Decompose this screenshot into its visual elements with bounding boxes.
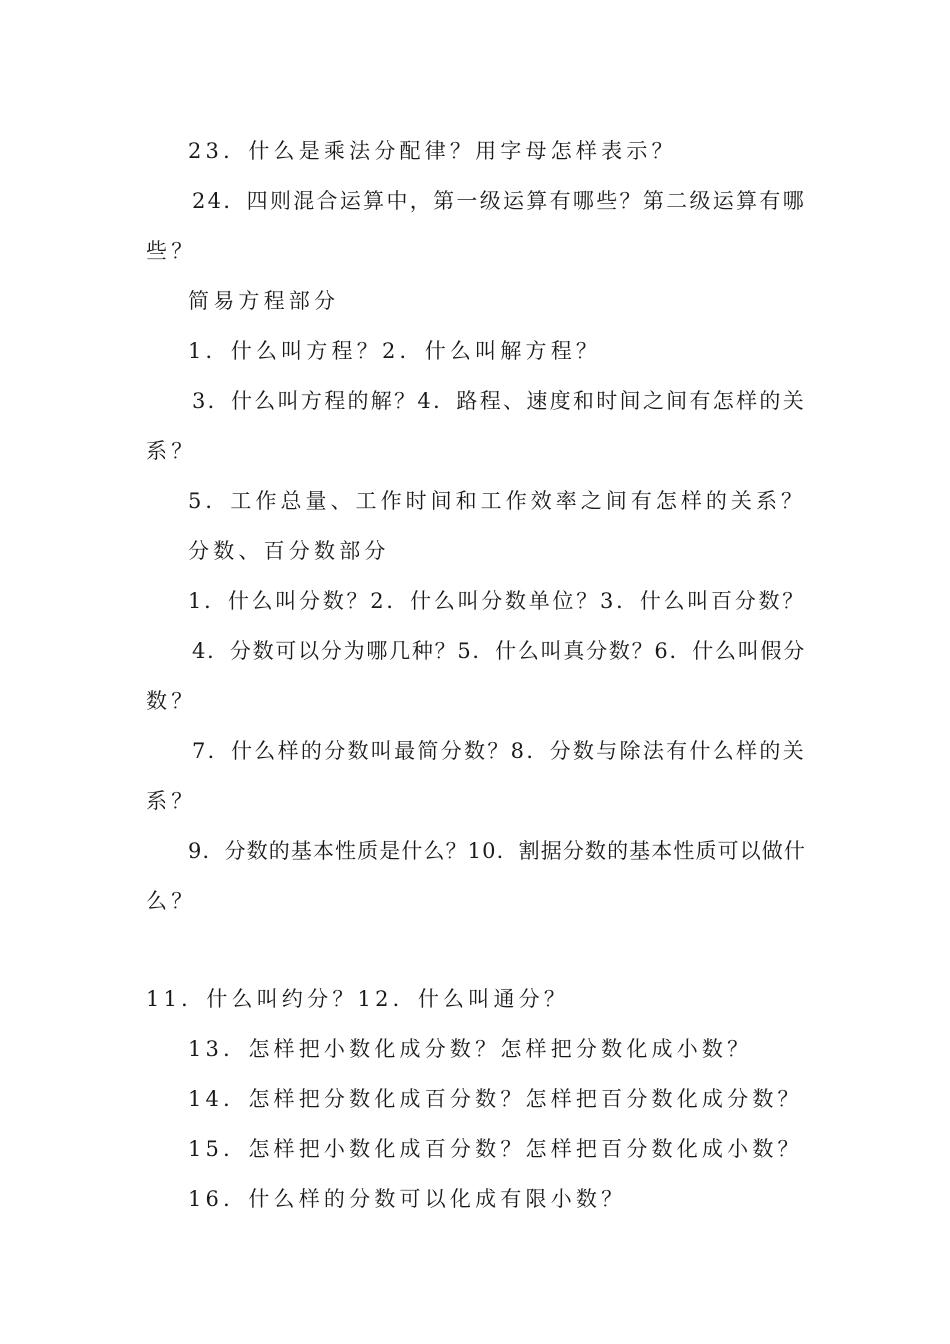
section-heading-fractions: 分数、百分数部分	[188, 539, 390, 563]
question-23: 23．什么是乘法分配律？用字母怎样表示？	[188, 139, 677, 163]
equations-q1-q2: 1．什么叫方程？2．什么叫解方程？	[188, 339, 602, 363]
fractions-q14: 14．怎样把分数化成百分数？怎样把百分数化成分数？	[188, 1087, 803, 1111]
fractions-q9-q10-continued: 么？	[146, 889, 197, 913]
fractions-q16: 16．什么样的分数可以化成有限小数？	[188, 1187, 627, 1211]
equations-q3-q4: 3．什么叫方程的解？4．路程、速度和时间之间有怎样的关	[192, 389, 806, 413]
fractions-q9-q10: 9．分数的基本性质是什么？10．割据分数的基本性质可以做什	[188, 839, 806, 863]
fractions-q4-q6-continued: 数？	[146, 689, 197, 713]
fractions-q1-q3: 1．什么叫分数？2．什么叫分数单位？3．什么叫百分数？	[188, 589, 806, 613]
fractions-q4-q6: 4．分数可以分为哪几种？5．什么叫真分数？6．什么叫假分	[192, 639, 806, 663]
fractions-q7-q8: 7．什么样的分数叫最简分数？8．分数与除法有什么样的关	[192, 739, 806, 763]
section-heading-equations: 简易方程部分	[188, 289, 340, 313]
question-24-continued: 些？	[146, 239, 197, 263]
fractions-q7-q8-continued: 系？	[146, 789, 197, 813]
equations-q3-q4-continued: 系？	[146, 439, 197, 463]
fractions-q13: 13．怎样把小数化成分数？怎样把分数化成小数？	[188, 1037, 753, 1061]
question-24: 24．四则混合运算中，第一级运算有哪些？第二级运算有哪	[192, 189, 806, 213]
equations-q5: 5．工作总量、工作时间和工作效率之间有怎样的关系？	[188, 489, 806, 513]
fractions-q11-q12: 11．什么叫约分？12．什么叫通分？	[146, 987, 570, 1011]
fractions-q15: 15．怎样把小数化成百分数？怎样把百分数化成小数？	[188, 1137, 803, 1161]
